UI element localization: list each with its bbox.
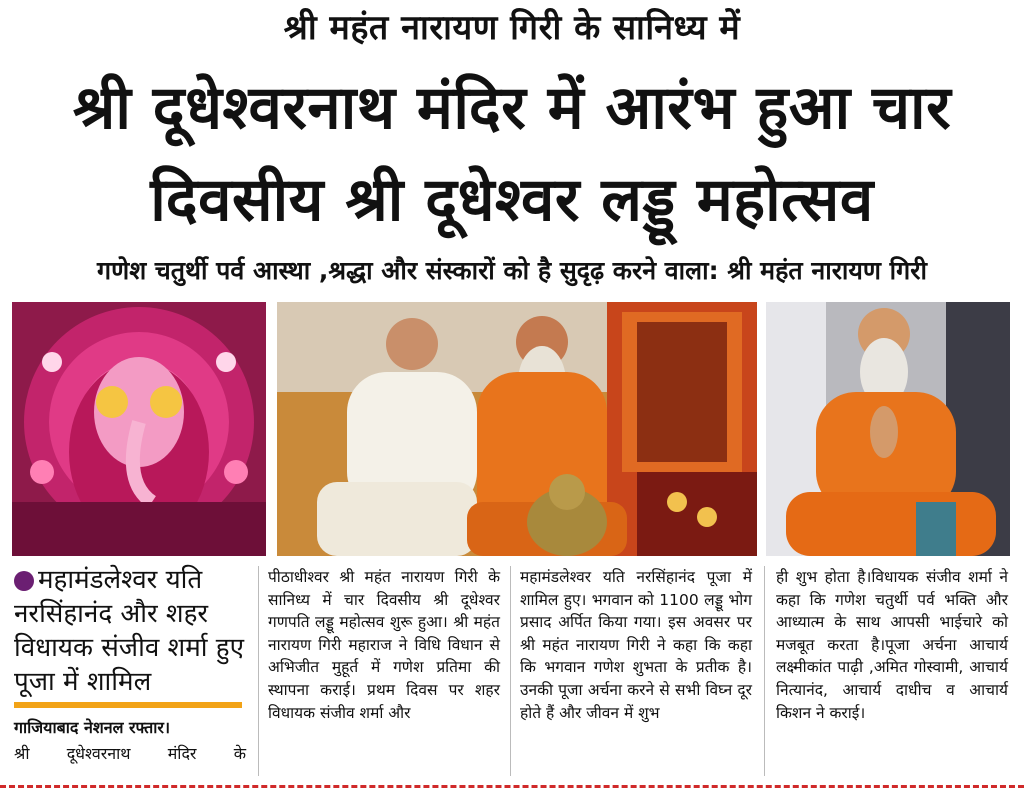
puja-ceremony-photo [277, 302, 757, 556]
seated-saint-photo [766, 302, 1010, 556]
accent-rule [14, 702, 242, 708]
dateline: गाजियाबाद नेशनल रफ्तार। [14, 718, 171, 737]
sub-headline: गणेश चतुर्थी पर्व आस्था ,श्रद्धा और संस्कारों को है सुदृढ़ करने वाला: श्री महंत नारायण गिरी [97, 256, 927, 285]
headline-line-2: दिवसीय श्री दूधेश्वर लड्डू महोत्सव [150, 165, 874, 235]
side-headline [14, 563, 246, 699]
body-column-2: महामंडलेश्वर यति नरसिंहानंद पूजा में शामिल हुए। भगवान को 1100 लड्डू भोग प्रसाद अर्पित किया गया। इस अवसर पर श्री महंत नारायण गिरी ने कहा कि कहा कि भगवान गणेश शुभता के प्रतीक है। उनकी पूजा अर्चना करने से सभी विघ्न दूर होते हैं और जीवन में शुभ [520, 568, 752, 722]
body-column-3: ही शुभ होता है।विधायक संजीव शर्मा ने कहा कि गणेश चतुर्थी पर्व भक्ति और आध्यात्म के साथ आपसी भाईचारे को मजबूत करता है।पूजा अर्चना आचार्य लक्ष्मीकांत पाढ़ी ,अमित गोस्वामी, आचार्य नित्यानंद, आचार्य दाधीच व आचार्य किशन ने कराई। [776, 568, 1008, 722]
body-text-start: श्री दूधेश्वरनाथ मंदिर के [14, 744, 246, 763]
column-divider [764, 566, 765, 776]
column-divider [510, 566, 511, 776]
bullet-dot-icon [14, 571, 34, 591]
ganesh-idol-photo [12, 302, 266, 556]
body-column-1: पीठाधीश्वर श्री महंत नारायण गिरी के सानिध्य में चार दिवसीय श्री दूधेश्वर गणपति लड्डू महोत्सव शुरू हुआ। श्री महंत नारायण गिरी महाराज ने विधि विधान से अभिजीत मुहूर्त में गणेश प्रतिमा की स्थापना कराई। प्रथम दिवस पर शहर विधायक संजीव शर्मा और [268, 568, 500, 722]
bottom-dashed-rule [0, 785, 1024, 788]
column-divider [258, 566, 259, 776]
headline-line-1: श्री दूधेश्वरनाथ मंदिर में आरंभ हुआ चार [72, 73, 952, 143]
main-headline [0, 62, 1024, 246]
kicker-headline: श्री महंत नारायण गिरी के सानिध्य में [283, 8, 741, 48]
side-headline-text: महामंडलेश्वर यति नरसिंहानंद और शहर विधायक संजीव शर्मा हुए पूजा में शामिल [14, 565, 244, 697]
